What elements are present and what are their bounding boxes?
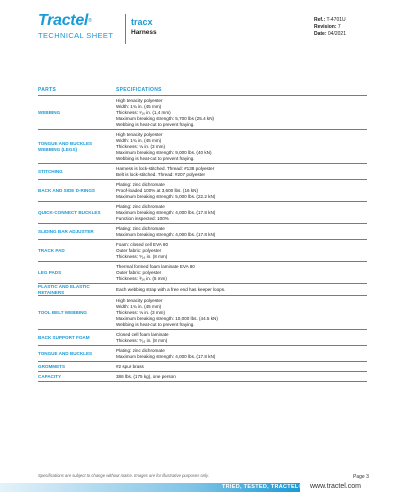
specification-cell (116, 372, 367, 381)
table-row (38, 362, 367, 372)
specification-line: Proof-loaded 100% at 3,600 lbs. (16 kN) (116, 187, 198, 193)
header-divider (125, 14, 126, 44)
part-name: TRACK PAD (38, 247, 65, 253)
part-name: TOOL BELT WEBBING (38, 309, 87, 315)
part-name: TONGUE AND BUCKLES (38, 350, 93, 356)
table-body (38, 96, 367, 382)
table-row (38, 262, 367, 284)
ref-value: T-4701U (326, 17, 346, 23)
specification-line: Webbing is heat-cut to prevent fraying. (116, 121, 195, 127)
revision-label: Revision: (314, 24, 337, 30)
table-row (38, 296, 367, 330)
table-row (38, 164, 367, 180)
ref-line (314, 17, 346, 24)
specification-line: Thickness: ³⁄₁₆ in. (5 mm) (116, 275, 167, 281)
specification-cell (116, 285, 367, 294)
specification-cell (116, 262, 367, 283)
website-link[interactable]: www.tractel.com (310, 483, 361, 490)
footer-tagline: TRIED, TESTED, TRACTEL® (222, 484, 303, 490)
table-row (38, 96, 367, 130)
specification-line: Each webbing strap with a free end has keeper loops. (116, 286, 226, 292)
specification-line: #2 spur brass (116, 363, 144, 369)
table-row (38, 224, 367, 240)
table-row (38, 240, 367, 262)
reference-block (314, 17, 346, 38)
specification-cell (116, 202, 367, 223)
specification-line: Foam: closed cell EVA 80 (116, 241, 169, 247)
part-name: SLIDING BAR ADJUSTER (38, 228, 94, 234)
date-value: 04/2021 (327, 31, 346, 37)
table-row (38, 130, 367, 164)
specification-line: Harness is lock-stitched. Thread: #138 polyester (116, 165, 215, 171)
specification-line: Plating: zinc dichromate (116, 203, 165, 209)
specification-line: High tenacity polyester (116, 297, 163, 303)
specification-cell (116, 130, 367, 163)
specifications-table (38, 87, 367, 382)
specification-line: Thickness: ⅛ in. (3 mm) (116, 143, 166, 149)
specification-line: Closed cell foam laminate (116, 331, 169, 337)
specification-cell (116, 346, 367, 361)
date-label: Date: (314, 31, 327, 37)
specification-cell (116, 164, 367, 179)
table-row (38, 330, 367, 346)
column-header-parts: PARTS (38, 87, 57, 93)
specification-line: Maximum breaking strength: 10,000 lbs. (44.5 kN) (116, 315, 218, 321)
table-row (38, 372, 367, 382)
specification-line: Outer fabric: polyester (116, 269, 162, 275)
specification-line: Width: 1¾ in. (45 mm) (116, 303, 162, 309)
specification-cell (116, 330, 367, 345)
specification-line: High tenacity polyester (116, 97, 163, 103)
logo-registered-mark: ® (88, 18, 92, 24)
specification-line: Function inspected: 100% (116, 215, 169, 221)
part-name: WEBBING (38, 109, 61, 115)
product-name: tracx (131, 17, 153, 27)
specification-line: Maximum breaking strength: 4,000 lbs. (17.8 kN) (116, 209, 216, 215)
table-row (38, 180, 367, 202)
specification-cell (116, 362, 367, 371)
specification-line: Thickness: ¹⁄₁₆ in. (1,4 mm) (116, 109, 171, 115)
specification-line: 386 lbs. (175 kg), one person (116, 373, 176, 379)
part-name: PLASTIC AND ELASTIC RETAINERS (38, 284, 90, 295)
table-row (38, 202, 367, 224)
specification-line: Webbing is heat-cut to prevent fraying. (116, 321, 195, 327)
specification-line: Thickness: ⁵⁄₁₆ in. (8 mm) (116, 337, 168, 343)
specification-line: Thickness: ⁵⁄₁₆ in. (8 mm) (116, 253, 168, 259)
specification-line: Plating: zinc dichromate (116, 225, 165, 231)
specification-cell (116, 96, 367, 129)
revision-line (314, 24, 346, 31)
revision-value: 7 (337, 24, 341, 30)
specification-cell (116, 224, 367, 239)
specification-line: Thickness: ⅛ in. (3 mm) (116, 309, 166, 315)
date-line (314, 31, 346, 38)
specification-line: Outer fabric: polyester (116, 247, 162, 253)
specification-line: Maximum breaking strength: 4,000 lbs. (17.8 kN) (116, 231, 216, 237)
specification-line: Webbing is heat-cut to prevent fraying. (116, 155, 195, 161)
specification-line: Maximum breaking strength: 4,000 lbs. (17.8 kN) (116, 353, 216, 359)
tractel-logo (38, 12, 92, 30)
part-name: BACK SUPPORT FOAM (38, 334, 90, 340)
specification-cell (116, 180, 367, 201)
page-number: Page 3 (353, 474, 369, 480)
specification-line: Width: 1¾ in. (45 mm) (116, 137, 162, 143)
part-name: LEG PADS (38, 269, 62, 275)
table-row (38, 346, 367, 362)
specification-line: Maximum breaking strength: 5,700 lbs (25.4 kN) (116, 115, 215, 121)
part-name: BACK AND SIDE D-RINGS (38, 187, 95, 193)
specification-cell (116, 296, 367, 329)
specification-cell (116, 240, 367, 261)
specification-line: Maximum breaking strength: 9,000 lbs. (40 kN) (116, 149, 212, 155)
logo-text: Tractel (38, 12, 89, 29)
ref-label: Ref.: (314, 17, 326, 23)
part-name: CAPACITY (38, 373, 62, 379)
table-row (38, 284, 367, 296)
table-header (38, 87, 367, 96)
specification-line: Belt is lock-stitched. Thread: #207 polyester (116, 171, 206, 177)
product-block (131, 17, 157, 36)
part-name: TONGUE AND BUCKLES WEBBING (LEGS) (38, 140, 93, 152)
product-subtitle: Harness (131, 29, 157, 36)
part-name: GROMMETS (38, 363, 66, 369)
specification-line: Maximum breaking strength: 5,000 lbs. (22.2 kN) (116, 193, 216, 199)
specification-line: Plating: zinc dichromate (116, 181, 165, 187)
part-name: QUICK-CONNECT BUCKLES (38, 209, 101, 215)
header (0, 0, 407, 56)
sheet-title: TECHNICAL SHEET (38, 31, 114, 40)
specification-line: Plating: zinc dichromate (116, 347, 165, 353)
specification-line: Thermal formed foam laminate EVA 80 (116, 263, 195, 269)
disclaimer-note: Specifications are subject to change without notice. Images are for illustrative purposes only. (38, 473, 210, 478)
specification-line: Width: 1¾ in. (45 mm) (116, 103, 162, 109)
column-header-specifications: SPECIFICATIONS (116, 87, 162, 93)
specification-line: High tenacity polyester (116, 131, 163, 137)
part-name: STITCHING (38, 168, 63, 174)
